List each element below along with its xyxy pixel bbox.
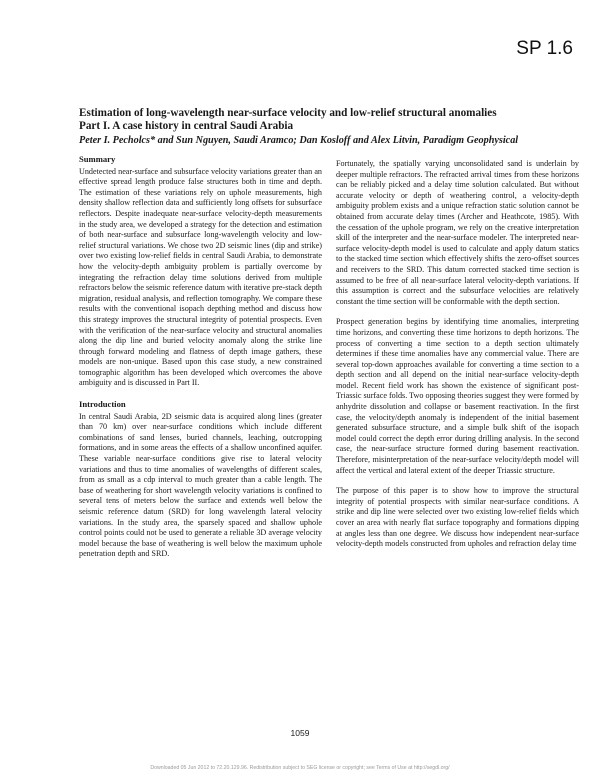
paper-title-line-1: Estimation of long-wavelength near-surface velocity and low-relief structural anomalies [79,107,497,119]
title-block [79,107,579,147]
paper-title-line-2: Part I. A case history in central Saudi Arabia [79,120,294,132]
summary-heading: Summary [79,154,116,164]
introduction-paragraph: In central Saudi Arabia, 2D seismic data is acquired along lines (greater than 70 km) over near-surface conditions which include different combinations of sand lenses, buried channels, leaching, outcropping formations, and in some areas the effects of a shallow unconfined aquifer. These variable near-surface conditions give rise to lateral velocity variations and thus to time anomalies of wavelengths of different scales, from as small as a cdp interval to much greater than a cable length. The base of weathering for short wavelength velocity variations is confined to several tens of meters below the surface and extends well below the seismic reference datum (SRD) for long wavelength lateral velocity variations. In the study area, the sparsely spaced and shallow uphole control points could not be used to generate a reliable 3D average velocity model because the base of weathering is well below the maximum uphole penetration depth and SRD. [79,411,322,559]
body-paragraph-1: Fortunately, the spatially varying unconsolidated sand is underlain by deeper multiple refractors. The refracted arrival times from these horizons can be reliably picked and a delay time solution calculated. But without accurate velocity or depth of weathering control, a velocity-depth ambiguity problem exists and a unique refraction static solution cannot be obtained from accurate delay times (Archer and Heathcote, 1985). With the cessation of the uphole program, we rely on the creative interpretation skill of the interpreter and the near-surface modeler. The interpreted near-surface velocity-depth model is used to calculate and apply datum statics to the stacked time section which effectively shifts the zero-offset sources and receivers to the SRD. This datum corrected stacked time section is assumed to be free of all near-surface lateral velocity-depth variations. If this assumption is correct and the subsurface velocities are relatively constant the time section will be conformable with the depth section. [336,159,579,306]
introduction-heading: Introduction [79,399,126,410]
page-number: 1059 [290,728,310,738]
download-footer: Downloaded 05 Jun 2012 to 72.20.129.96. Redistribution subject to SEG license or copyright; see Terms of Use at http://segdl.org/ [150,765,450,771]
body-paragraph-2: Prospect generation begins by identifying time anomalies, interpreting time horizons, and converting these time horizons to depth horizons. The process of converting a time section to a depth section ultimately determines if these time anomalies have any commercial value. There are several top-down approaches available for converting a time section to a depth section and all depend on the initial near-surface velocity-depth model. Recent field work has shown the existence of significant post-Triassic surface folds. Two opposing theories suggest they were formed by anhydrite dissolution and collapse or basement reactivation. In the first case, the velocity/depth anomaly is independent of the initial basement generated subsurface structure, and a simple bulk shift of the isopach model could correct the depth error during drilling analysis. In the second case, the near-surface structure formed during basement reactivation. Therefore, misinterpretation of the near-surface velocity/depth model will affect the vertical and lateral extent of the deeper Triassic structure. [336,317,579,475]
summary-paragraph: Undetected near-surface and subsurface velocity variations greater than an effective spread length produce false structures both in time and depth. The estimation of these variations rely on uphole measurements, high density shallow reflection data and sufficiently long offsets for subsurface reflectors. Despite inadequate near-surface velocity-depth measurements in the study area, we developed a strategy for the detection and estimation of both near-surface and subsurface long-wavelength velocity and low-relief structural variations. We chose two 2D seismic lines (dip and strike) over two existing low-relief fields in central Saudi Arabia, to demonstrate how the velocity-depth ambiguity problem is partially overcome by integrating the refraction delay time solutions derived from multiple refractors below the seismic reference datum with iterative pre-stack depth migration, residual analysis, and reflection tomography. We compare these results with the conventional isopach depthing method and discuss how this strategy improves the structural integrity of potential prospects. Even with the verification of the near-surface velocity and structural anomalies along the dip line and buried velocity anomaly along the strike line through forward modeling and flatness of depth image gathers, these models are non-unique. Based upon this case study, a new constrained tomographic algorithm has been developed which overcomes the above ambiguity and is discussed in Part II. [79,166,322,388]
author-line: Peter I. Pecholcs* and Sun Nguyen, Saudi Aramco; Dan Kosloff and Alex Litvin, Paradigm Geophysical [79,135,519,146]
session-code: SP 1.6 [516,38,573,59]
left-column [79,154,322,560]
body-paragraph-3: The purpose of this paper is to show how to improve the structural integrity of potential prospects with similar near-surface conditions. A strike and dip line were selected over two existing low-relief fields which cover an area with nearly flat surface topography and formations dipping at angles less than one degree. We discuss how independent near-surface velocity-depth models constructed from upholes and refraction delay time [336,486,579,549]
right-column [336,159,579,550]
